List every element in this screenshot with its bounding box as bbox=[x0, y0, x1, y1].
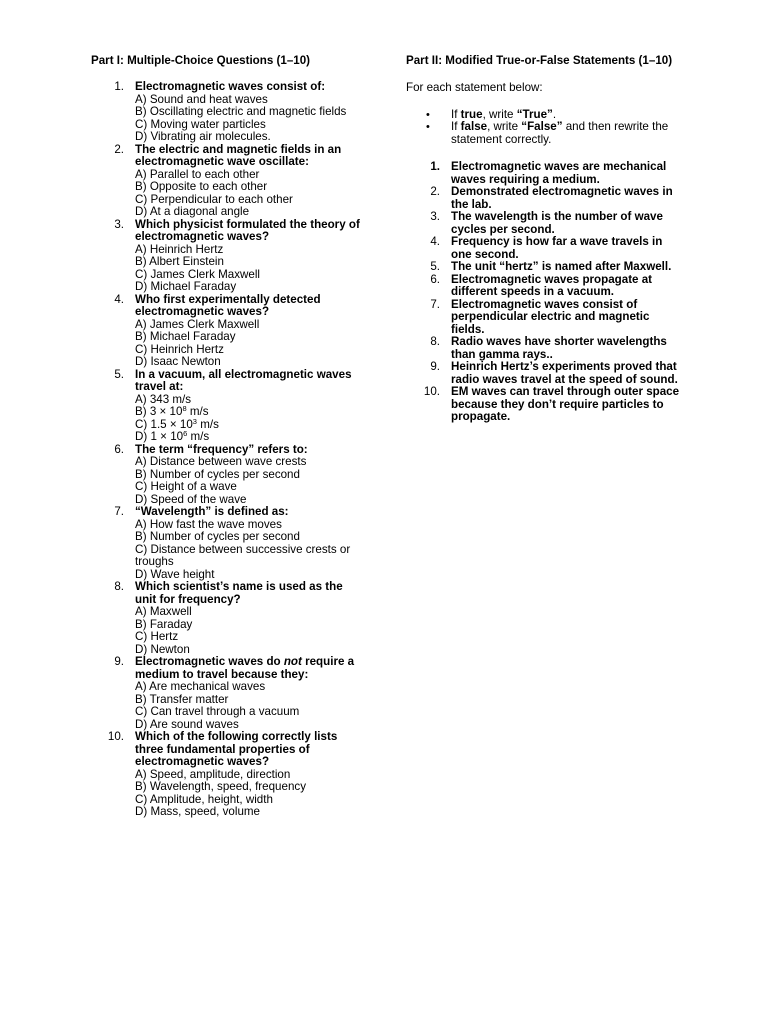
statement-text: Electromagnetic waves consist of perpendicular electric and magnetic fields. bbox=[451, 297, 650, 336]
statement-item bbox=[406, 236, 684, 261]
part1-column bbox=[91, 54, 365, 819]
answer-option: B) Albert Einstein bbox=[135, 255, 224, 268]
statement-number: 9. bbox=[430, 360, 440, 373]
answer-option: C) James Clerk Maxwell bbox=[135, 267, 260, 281]
answer-option: B) Faraday bbox=[135, 617, 193, 631]
answer-option: D) Wave height bbox=[135, 567, 215, 581]
answer-option: C) Heinrich Hertz bbox=[135, 342, 224, 356]
question-item bbox=[91, 731, 365, 819]
statement-text: EM waves can travel through outer space because they don’t require particles to propagate. bbox=[451, 385, 680, 423]
question-text: “Wavelength” is defined as: bbox=[135, 505, 289, 518]
question-item bbox=[91, 506, 365, 581]
statement-item bbox=[406, 161, 684, 186]
statement-text: Frequency is how far a wave travels in one second. bbox=[451, 235, 663, 261]
statement-text: The unit “hertz” is named after Maxwell. bbox=[451, 260, 672, 273]
answer-option: D) Michael Faraday bbox=[135, 280, 237, 293]
statement-number: 7. bbox=[430, 297, 440, 311]
question-item bbox=[91, 81, 365, 144]
part1-title: Part I: Multiple-Choice Questions (1–10) bbox=[91, 54, 311, 67]
statement-item bbox=[406, 211, 684, 236]
statement-number: 8. bbox=[430, 335, 440, 348]
question-number: 9. bbox=[114, 655, 124, 668]
answer-option: C) Can travel through a vacuum bbox=[135, 705, 300, 718]
question-text: Electromagnetic waves do not require a medium to travel because they: bbox=[135, 655, 355, 681]
part2-column bbox=[406, 54, 684, 424]
answer-option: C) Perpendicular to each other bbox=[135, 192, 293, 206]
statement-item bbox=[406, 299, 684, 337]
answer-option: B) Transfer matter bbox=[135, 692, 229, 706]
answer-option: D) Vibrating air molecules. bbox=[135, 130, 271, 143]
answer-option: C) Distance between successive crests or troughs bbox=[135, 542, 351, 568]
statement-item bbox=[406, 274, 684, 299]
answer-option: B) Oscillating electric and magnetic fields bbox=[135, 105, 347, 118]
part2-intro: For each statement below: bbox=[406, 81, 543, 94]
question-item bbox=[91, 444, 365, 507]
answer-option: D) Speed of the wave bbox=[135, 492, 247, 506]
question-text: Which scientist’s name is used as the unit for frequency? bbox=[135, 580, 343, 606]
question-item bbox=[91, 581, 365, 656]
answer-option: D) Are sound waves bbox=[135, 717, 239, 731]
question-number: 1. bbox=[114, 80, 124, 93]
question-number: 6. bbox=[114, 442, 124, 456]
question-item bbox=[91, 219, 365, 294]
statement-number: 1. bbox=[430, 160, 440, 173]
answer-option: B) Number of cycles per second bbox=[135, 530, 300, 543]
bullet-icon: • bbox=[426, 108, 430, 121]
instructions-list bbox=[406, 109, 684, 147]
answer-option: A) James Clerk Maxwell bbox=[135, 317, 260, 331]
question-number: 7. bbox=[114, 505, 124, 518]
answer-option: C) $1.5 \times 10^3$ m/s bbox=[135, 416, 219, 431]
statement-number: 10. bbox=[423, 385, 440, 398]
question-number: 4. bbox=[114, 292, 124, 306]
question-text: The term “frequency” refers to: bbox=[135, 442, 308, 456]
question-number: 2. bbox=[114, 142, 124, 156]
answer-option: A) Are mechanical waves bbox=[135, 680, 266, 693]
statement-number: 6. bbox=[430, 272, 440, 286]
answer-option: D) At a diagonal angle bbox=[135, 205, 250, 218]
statement-text: Electromagnetic waves are mechanical waves requiring a medium. bbox=[451, 160, 667, 186]
answer-option: C) Height of a wave bbox=[135, 480, 237, 493]
answer-option: B) Wavelength, speed, frequency bbox=[135, 780, 306, 793]
statement-item bbox=[406, 361, 684, 386]
question-item bbox=[91, 369, 365, 444]
true-false-list bbox=[406, 161, 684, 424]
statement-text: Electromagnetic waves propagate at different speeds in a vacuum. bbox=[451, 272, 653, 298]
statement-number: 4. bbox=[430, 235, 440, 248]
question-item bbox=[91, 294, 365, 369]
question-text: Electromagnetic waves consist of: bbox=[135, 80, 326, 93]
answer-option: A) Distance between wave crests bbox=[135, 455, 307, 468]
answer-option: A) Parallel to each other bbox=[135, 167, 260, 181]
answer-option: C) Amplitude, height, width bbox=[135, 792, 273, 806]
answer-option: D) Isaac Newton bbox=[135, 355, 221, 368]
question-text: Which physicist formulated the theory of electromagnetic waves? bbox=[135, 217, 360, 243]
answer-option: D) Mass, speed, volume bbox=[135, 805, 261, 818]
answer-option: A) Maxwell bbox=[135, 605, 192, 618]
question-text: The electric and magnetic fields in an electromagnetic wave oscillate: bbox=[135, 142, 342, 168]
question-number: 3. bbox=[114, 217, 124, 231]
statement-item bbox=[406, 336, 684, 361]
answer-option: A) Heinrich Hertz bbox=[135, 242, 224, 256]
question-number: 10. bbox=[107, 730, 124, 743]
statement-item bbox=[406, 386, 684, 424]
question-text: Who first experimentally detected electromagnetic waves? bbox=[135, 292, 321, 318]
question-item bbox=[91, 656, 365, 731]
answer-option: D) Newton bbox=[135, 642, 190, 656]
question-item bbox=[91, 144, 365, 219]
answer-option: B) Opposite to each other bbox=[135, 180, 268, 193]
answer-option: A) How fast the wave moves bbox=[135, 517, 282, 531]
statement-number: 5. bbox=[430, 260, 440, 273]
answer-option: A) Sound and heat waves bbox=[135, 92, 268, 106]
question-number: 5. bbox=[114, 367, 124, 381]
answer-option: C) Hertz bbox=[135, 630, 179, 643]
instruction-false: • If false, write “False” and then rewrite the statement correctly. bbox=[426, 120, 669, 146]
answer-option: C) Moving water particles bbox=[135, 117, 266, 131]
multiple-choice-list bbox=[91, 81, 365, 819]
question-text: In a vacuum, all electromagnetic waves travel at: bbox=[135, 367, 352, 393]
statement-text: The wavelength is the number of wave cycles per second. bbox=[451, 210, 663, 236]
question-number: 8. bbox=[114, 580, 124, 593]
statement-number: 2. bbox=[430, 185, 440, 198]
answer-option: B) Michael Faraday bbox=[135, 330, 236, 343]
statement-text: Heinrich Hertz’s experiments proved that radio waves travel at the speed of sound. bbox=[451, 360, 678, 386]
answer-option: B) Number of cycles per second bbox=[135, 467, 300, 481]
part2-title: Part II: Modified True-or-False Statements (1–10) bbox=[406, 54, 673, 67]
statement-number: 3. bbox=[430, 210, 440, 223]
statement-item bbox=[406, 186, 684, 211]
question-text: Which of the following correctly lists three fundamental properties of electromagnetic waves? bbox=[135, 730, 338, 768]
answer-option: D) $1 \times 10^6$ m/s bbox=[135, 429, 210, 443]
answer-option: B) $3 \times 10^8$ m/s bbox=[135, 404, 209, 418]
statement-text: Radio waves have shorter wavelengths than gamma rays.. bbox=[451, 335, 667, 361]
statement-text: Demonstrated electromagnetic waves in the lab. bbox=[451, 185, 673, 211]
question-emphasis: not bbox=[283, 655, 302, 668]
answer-option: A) 343 m/s bbox=[135, 392, 192, 406]
bullet-icon: • bbox=[426, 121, 430, 133]
instruction-true: • If true, write “True”. bbox=[426, 107, 557, 121]
answer-option: A) Speed, amplitude, direction bbox=[135, 767, 291, 781]
